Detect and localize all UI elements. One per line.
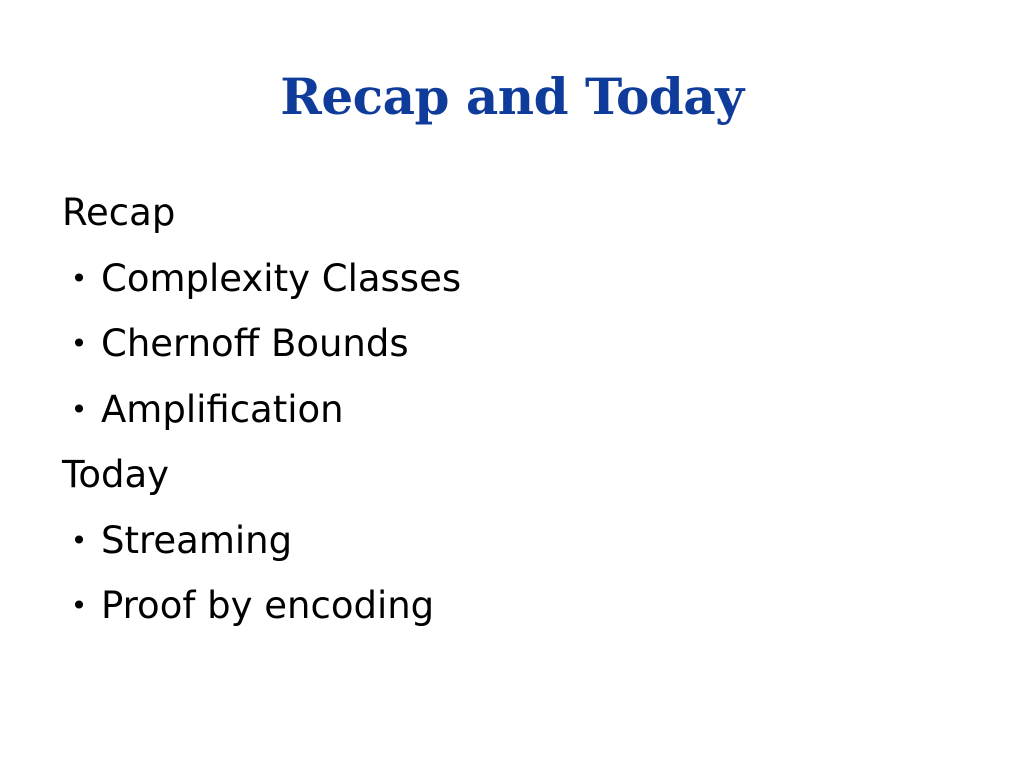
list-item-label: Amplification bbox=[101, 387, 344, 431]
list-item-label: Chernoff Bounds bbox=[101, 322, 409, 365]
list-item bbox=[62, 508, 962, 574]
bullet-icon: • bbox=[70, 261, 88, 295]
bullet-icon: • bbox=[70, 523, 88, 557]
bullet-icon: • bbox=[70, 392, 88, 426]
section-heading-today: Today bbox=[62, 453, 170, 496]
list-item bbox=[62, 573, 962, 639]
slide-body bbox=[62, 180, 962, 639]
list-item bbox=[62, 246, 962, 312]
bullet-icon: • bbox=[70, 589, 88, 622]
list-item bbox=[62, 377, 962, 443]
list-item-label: Complexity Classes bbox=[101, 256, 462, 300]
bullet-icon: • bbox=[70, 327, 88, 360]
list-item-label: Proof by encoding bbox=[101, 584, 435, 627]
list-item bbox=[62, 311, 962, 377]
list-item-label: Streaming bbox=[101, 518, 293, 562]
section-heading-recap: Recap bbox=[62, 191, 176, 234]
slide-title: Recap and Today bbox=[280, 67, 744, 126]
